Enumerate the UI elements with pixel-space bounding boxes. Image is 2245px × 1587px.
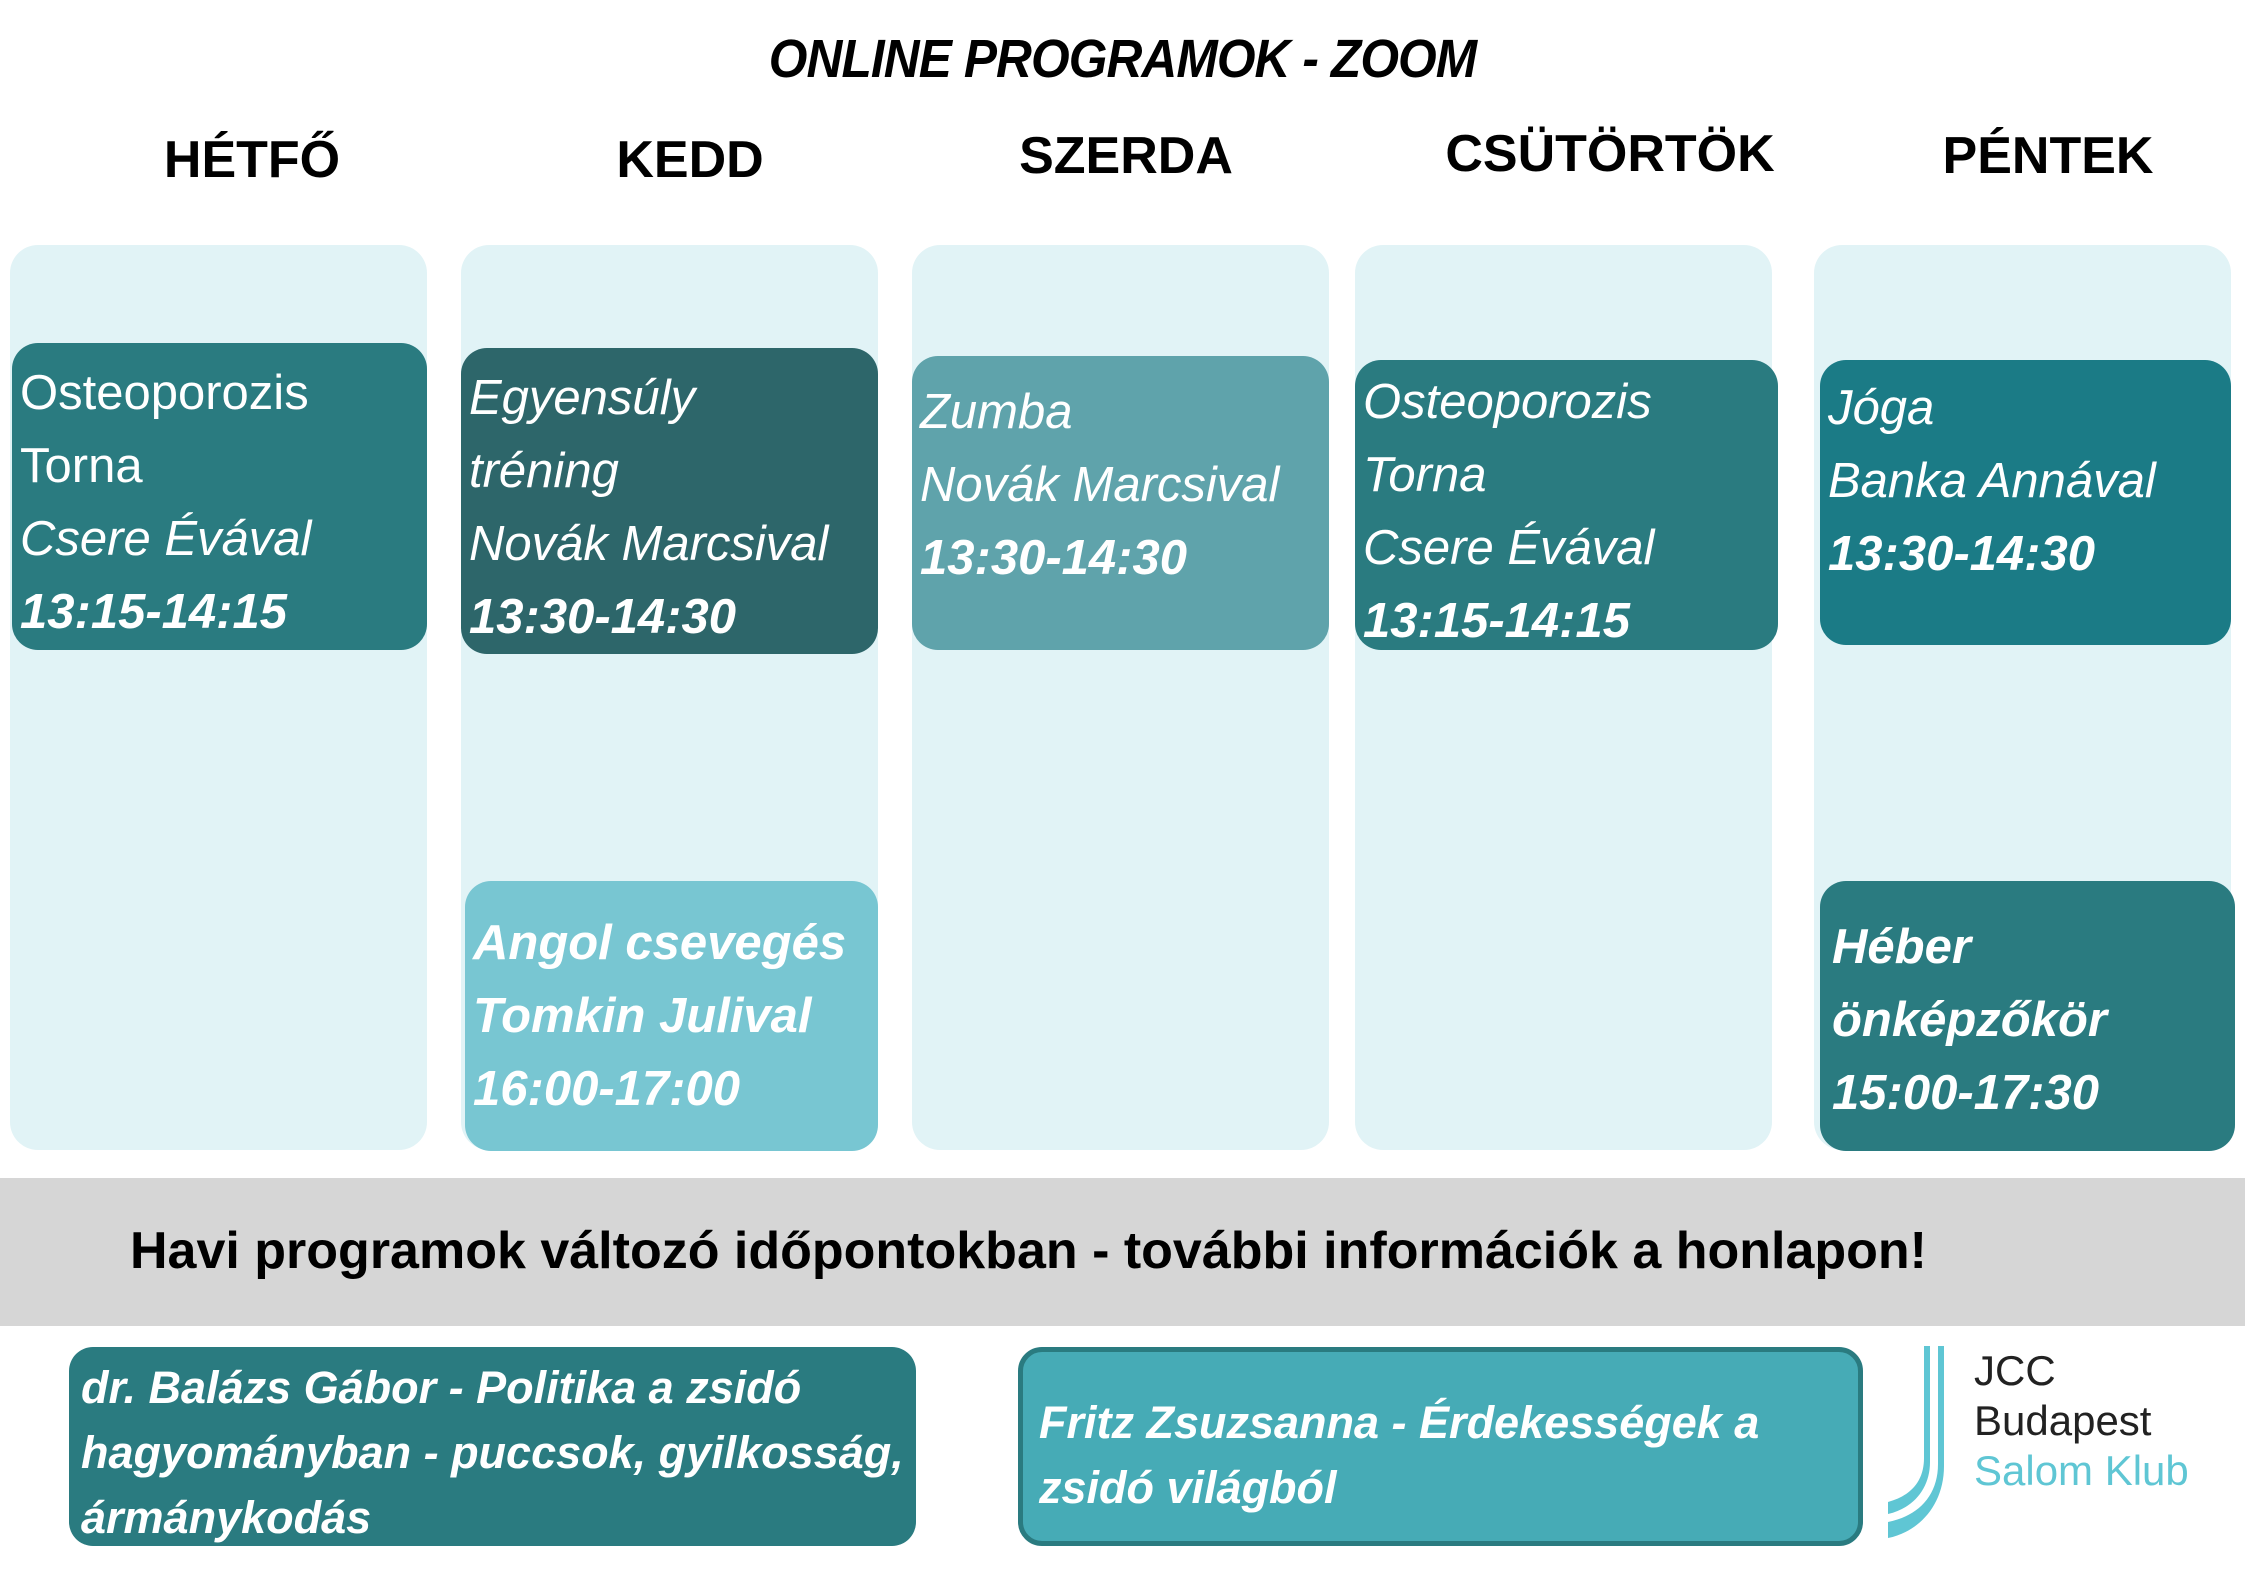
program-title: Héber — [1832, 920, 1971, 974]
program-title: önképzőkör — [1832, 993, 2107, 1047]
program-title: tréning — [469, 444, 619, 498]
program-card-zumba[interactable] — [912, 356, 1329, 650]
program-time: 15:00-17:30 — [1832, 1066, 2099, 1120]
monthly-program-line: ármánykodás — [81, 1492, 372, 1543]
program-title: Torna — [20, 439, 143, 493]
program-time: 13:15-14:15 — [1363, 594, 1630, 648]
jcc-budapest-logo — [1888, 1346, 2228, 1546]
program-instructor: Banka Annával — [1828, 454, 2156, 508]
logo-mark-icon — [1888, 1346, 1952, 1546]
monthly-program-card-politics[interactable] — [69, 1347, 916, 1546]
program-instructor: Tomkin Julival — [473, 989, 812, 1043]
day-header-friday: PÉNTEK — [1942, 127, 2154, 185]
monthly-program-line: Fritz Zsuzsanna - Érdekességek a — [1039, 1397, 1760, 1448]
program-instructor: Novák Marcsival — [920, 458, 1280, 512]
monthly-programs-banner — [0, 1178, 2245, 1326]
monthly-programs-banner-text: Havi programok változó időpontokban - további információk a honlapon! — [130, 1222, 1927, 1280]
day-header-wednesday: SZERDA — [1019, 127, 1233, 185]
program-card-hebrew-circle[interactable] — [1820, 881, 2235, 1151]
program-card-osteoporosis-thursday[interactable] — [1355, 360, 1778, 650]
program-time: 13:30-14:30 — [1828, 527, 2095, 581]
monthly-program-line: dr. Balázs Gábor - Politika a zsidó — [81, 1362, 802, 1413]
program-time: 13:15-14:15 — [20, 585, 287, 639]
program-instructor: Novák Marcsival — [469, 517, 829, 571]
program-title: Osteoporozis — [1363, 375, 1652, 429]
program-title: Zumba — [920, 385, 1073, 439]
logo-line-salom-klub: Salom Klub — [1974, 1447, 2189, 1494]
logo-line-jcc: JCC — [1974, 1347, 2056, 1394]
monthly-program-line: zsidó világból — [1039, 1462, 1337, 1513]
program-card-balance-training[interactable] — [461, 348, 878, 654]
program-card-osteoporosis-monday[interactable] — [12, 343, 427, 650]
program-instructor: Csere Évával — [1363, 521, 1655, 575]
program-time: 13:30-14:30 — [469, 590, 736, 644]
monthly-program-card-jewish-world[interactable] — [1018, 1347, 1863, 1546]
program-card-english-chat[interactable] — [465, 881, 878, 1151]
program-time: 16:00-17:00 — [473, 1062, 740, 1116]
program-title: Jóga — [1828, 381, 1935, 435]
day-header-monday: HÉTFŐ — [163, 131, 341, 189]
program-title: Torna — [1363, 448, 1487, 502]
page-title: ONLINE PROGRAMOK - ZOOM — [768, 29, 1477, 89]
monthly-program-line: hagyományban - puccsok, gyilkosság, — [81, 1427, 904, 1478]
program-time: 13:30-14:30 — [920, 531, 1187, 585]
day-header-thursday: CSÜTÖRTÖK — [1445, 125, 1775, 183]
program-title: Angol csevegés — [473, 916, 847, 970]
program-card-yoga[interactable] — [1820, 360, 2231, 645]
program-title: Osteoporozis — [20, 366, 309, 420]
program-instructor: Csere Évával — [20, 512, 312, 566]
logo-line-budapest: Budapest — [1974, 1397, 2152, 1444]
program-title: Egyensúly — [469, 371, 696, 425]
day-header-tuesday: KEDD — [616, 131, 764, 189]
